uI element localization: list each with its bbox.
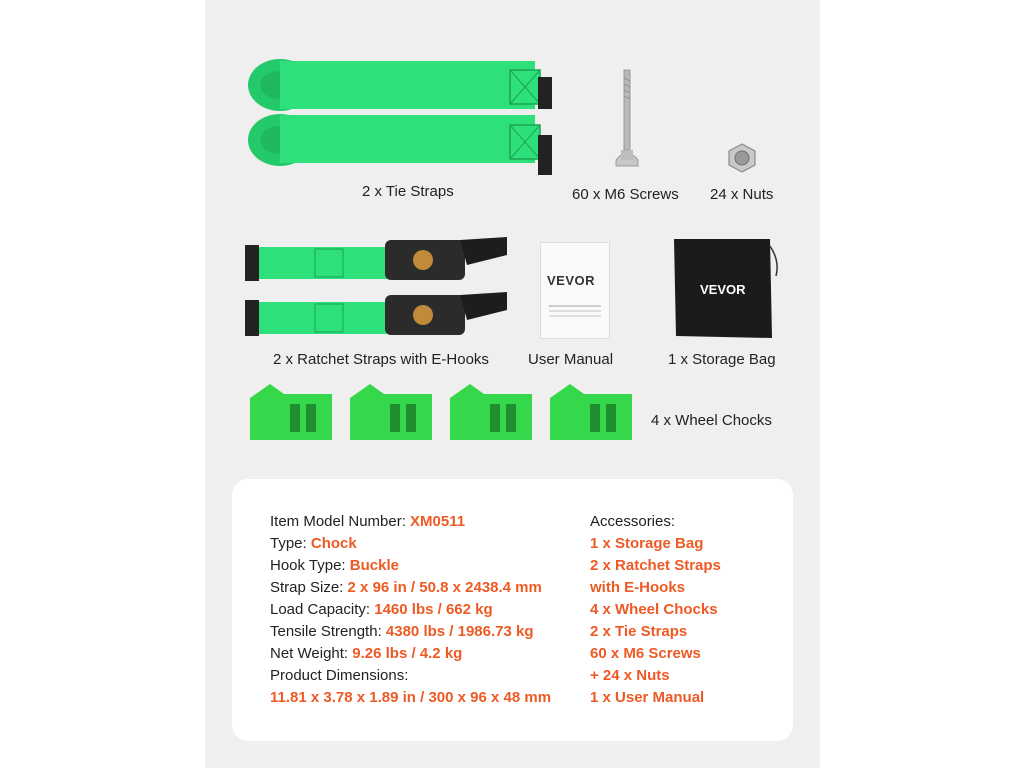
accessory-item: with E-Hooks — [590, 579, 686, 596]
ratchet-straps-image — [245, 235, 515, 345]
user-manual-label: User Manual — [528, 351, 614, 368]
manual-logo: VEVOR — [547, 273, 596, 288]
spec-value: Chock — [310, 535, 357, 552]
spec-value: 11.81 x 3.78 x 1.89 in / 300 x 96 x 48 mm — [270, 689, 552, 706]
spec-type — [270, 535, 357, 552]
wheel-chocks-image — [244, 382, 644, 446]
spec-value: 1460 lbs / 662 kg — [374, 601, 493, 618]
nuts-label: 24 x Nuts — [710, 186, 774, 203]
ratchet-strap-2 — [245, 292, 507, 336]
accessory-item: 4 x Wheel Chocks — [590, 601, 718, 618]
tie-straps-label: 2 x Tie Straps — [362, 183, 454, 200]
spec-value: 2 x 96 in / 50.8 x 2438.4 mm — [347, 579, 542, 596]
spec-net-weight — [270, 645, 462, 662]
tie-strap-1 — [248, 59, 552, 111]
spec-label: Net Weight: — [270, 645, 353, 662]
spec-label: Tensile Strength: — [270, 623, 386, 640]
user-manual-image — [540, 242, 610, 339]
spec-dimensions-value — [270, 689, 551, 706]
accessory-item: + 24 x Nuts — [590, 667, 670, 684]
spec-strap-size — [270, 579, 542, 596]
tie-strap-2 — [248, 114, 552, 175]
accessory-item: 1 x User Manual — [590, 689, 705, 706]
ratchet-straps-label: 2 x Ratchet Straps with E-Hooks — [273, 351, 489, 368]
spec-value: 9.26 lbs / 4.2 kg — [352, 645, 463, 662]
spec-value: XM0511 — [410, 513, 466, 530]
spec-model — [270, 513, 465, 530]
spec-tensile-strength — [270, 623, 534, 640]
wheel-chock-3 — [450, 384, 532, 440]
accessory-item: 60 x M6 Screws — [590, 645, 701, 662]
screw-image — [612, 68, 642, 178]
accessory-item: 2 x Ratchet Straps — [590, 557, 721, 574]
accessories-title: Accessories: — [590, 513, 676, 530]
spec-label: Item Model Number: — [270, 513, 411, 530]
spec-load-capacity — [270, 601, 493, 618]
spec-label: Hook Type: — [270, 557, 350, 574]
wheel-chock-2 — [350, 384, 432, 440]
ratchet-strap-1 — [245, 237, 507, 281]
spec-value: 4380 lbs / 1986.73 kg — [385, 623, 534, 640]
wheel-chocks-label: 4 x Wheel Chocks — [651, 412, 772, 429]
spec-value: Buckle — [349, 557, 399, 574]
spec-label: Strap Size: — [270, 579, 348, 596]
manual-text-lines — [549, 305, 601, 307]
nut-image — [726, 142, 758, 174]
bag-logo: VEVOR — [700, 282, 746, 297]
tie-straps-image — [240, 55, 570, 190]
screws-label: 60 x M6 Screws — [572, 186, 679, 203]
spec-dimensions-label — [270, 667, 408, 684]
spec-hook-type — [270, 557, 399, 574]
wheel-chock-4 — [550, 384, 632, 440]
spec-label: Load Capacity: — [270, 601, 375, 618]
accessory-item: 1 x Storage Bag — [590, 535, 704, 552]
accessory-item: 2 x Tie Straps — [590, 623, 688, 640]
storage-bag-label: 1 x Storage Bag — [668, 351, 776, 368]
spec-label: Product Dimensions: — [270, 667, 409, 684]
wheel-chock-1 — [250, 384, 332, 440]
spec-label: Type: — [270, 535, 311, 552]
